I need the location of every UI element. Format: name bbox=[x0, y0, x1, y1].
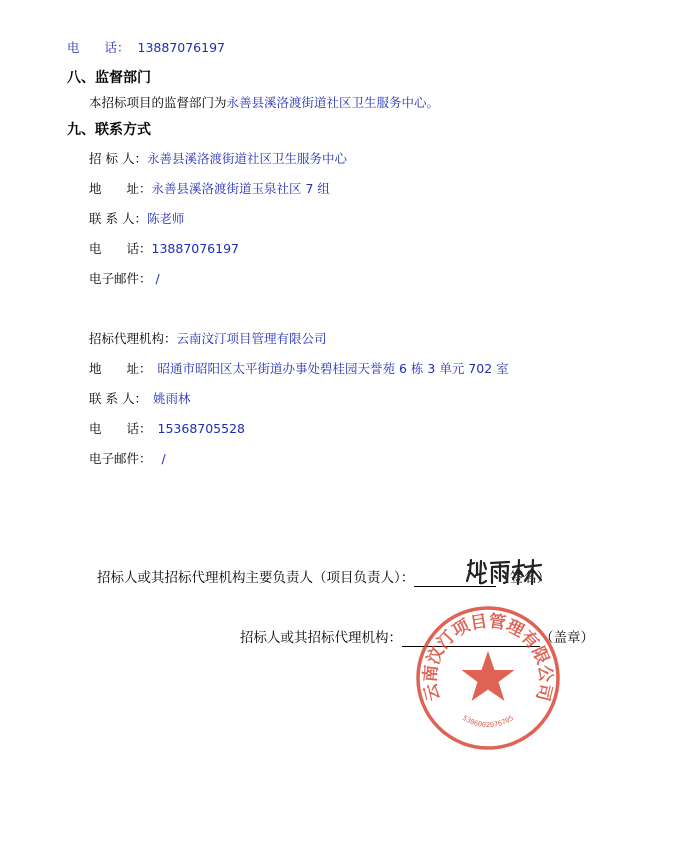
tenderer-row-email bbox=[89, 271, 160, 287]
agency-address-label: 地 址： bbox=[89, 361, 152, 376]
agency-email-label: 电子邮件： bbox=[89, 451, 152, 466]
section8-text bbox=[89, 95, 439, 111]
sign-suffix: （签名） bbox=[496, 570, 551, 586]
top-phone-value: 13887076197 bbox=[137, 40, 225, 55]
tenderer-row-address bbox=[89, 181, 330, 197]
star-icon bbox=[462, 651, 515, 701]
tenderer-email-value: / bbox=[155, 271, 160, 286]
agency-phone-label: 电 话： bbox=[89, 421, 152, 436]
stamp-company-name: 云南汶汀项目管理有限公司 bbox=[420, 611, 556, 703]
agency-name-label: 招标代理机构： bbox=[89, 331, 177, 346]
tenderer-phone-label: 电 话： bbox=[89, 241, 152, 256]
seal-suffix: （盖章） bbox=[540, 630, 594, 646]
agency-email-value: / bbox=[161, 451, 166, 466]
org-label: 招标人或其招标代理机构： bbox=[240, 630, 402, 646]
agency-phone-value: 15368705528 bbox=[157, 421, 245, 436]
tenderer-name-value: 永善县溪洛渡街道社区卫生服务中心 bbox=[146, 151, 347, 166]
tenderer-row-contact bbox=[89, 211, 184, 227]
handwritten-signature bbox=[464, 557, 544, 587]
section8-text-value: 永善县溪洛渡街道社区卫生服务中心。 bbox=[226, 95, 440, 110]
agency-row-email bbox=[89, 451, 166, 467]
tenderer-email-label: 电子邮件： bbox=[89, 271, 152, 286]
agency-address-value: 昭通市昭阳区太平街道办事处碧桂园天誉苑 6 栋 3 单元 702 室 bbox=[157, 361, 509, 376]
agency-name-value: 云南汶汀项目管理有限公司 bbox=[176, 331, 327, 346]
responsible-label: 招标人或其招标代理机构主要负责人（项目负责人）： bbox=[97, 570, 415, 586]
tenderer-contact-value: 陈老师 bbox=[146, 211, 185, 226]
section9-title: 九、联系方式 bbox=[67, 122, 151, 138]
top-phone-label: 电 话： bbox=[67, 40, 130, 55]
agency-contact-value: 姚雨林 bbox=[152, 391, 191, 406]
agency-row-address bbox=[89, 361, 509, 377]
tenderer-row-phone bbox=[89, 241, 239, 257]
top-phone-line bbox=[67, 40, 225, 56]
section8-title: 八、监督部门 bbox=[67, 70, 151, 86]
agency-row-phone bbox=[89, 421, 245, 437]
agency-contact-label: 联 系 人： bbox=[89, 391, 147, 406]
company-seal-stamp bbox=[413, 603, 563, 753]
agency-row-name bbox=[89, 331, 327, 347]
tenderer-address-value: 永善县溪洛渡街道玉泉社区 7 组 bbox=[151, 181, 330, 196]
tenderer-phone-value: 13887076197 bbox=[151, 241, 239, 256]
section8-text-prefix: 本招标项目的监督部门为 bbox=[89, 95, 227, 110]
tenderer-name-label: 招 标 人： bbox=[89, 151, 147, 166]
tenderer-address-label: 地 址： bbox=[89, 181, 152, 196]
tenderer-row-name bbox=[89, 151, 347, 167]
stamp-code: 5306002076705 bbox=[460, 714, 516, 730]
agency-row-contact bbox=[89, 391, 190, 407]
tenderer-contact-label: 联 系 人： bbox=[89, 211, 147, 226]
